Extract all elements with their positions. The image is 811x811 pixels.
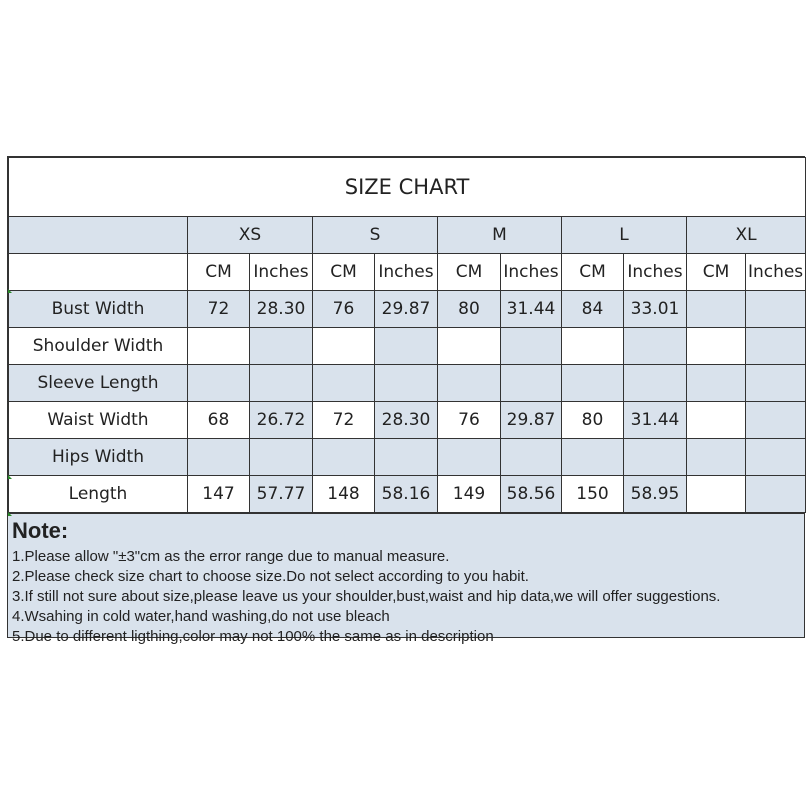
value-cell [438,365,501,402]
value-cell: 31.44 [624,402,687,439]
value-cell [250,439,313,476]
size-chart-table [8,157,806,513]
size-header-m: M [438,217,562,254]
value-cell: 147 [188,476,250,513]
value-cell: 58.95 [624,476,687,513]
cell-marker-icon [8,289,12,293]
value-cell: 76 [438,402,501,439]
cell-marker-icon [8,475,12,479]
value-cell [562,328,624,365]
value-cell [188,365,250,402]
value-cell: 26.72 [250,402,313,439]
value-cell [313,439,375,476]
value-cell: 72 [188,291,250,328]
row-label: Hips Width [9,439,188,476]
notes-heading: Note: [12,518,69,543]
value-cell [687,476,746,513]
value-cell [501,439,562,476]
value-cell [624,328,687,365]
table-row [9,365,806,402]
corner-cell [9,254,188,291]
unit-header-inches: Inches [375,254,438,291]
note-line: 1.Please allow "±3"cm as the error range due to manual measure. [12,548,450,565]
value-cell [188,328,250,365]
size-header-s: S [313,217,438,254]
unit-header-cm: CM [562,254,624,291]
value-cell: 33.01 [624,291,687,328]
size-header-xs: XS [188,217,313,254]
value-cell [746,476,806,513]
value-cell [438,328,501,365]
cell-marker-icon [8,512,12,516]
note-line: 2.Please check size chart to choose size.Do not select according to you habit. [12,568,529,585]
note-line: 3.If still not sure about size,please leave us your shoulder,bust,waist and hip data,we will offer suggestions. [12,588,721,605]
value-cell [624,439,687,476]
row-label: Bust Width [9,291,188,328]
value-cell [501,328,562,365]
value-cell [562,365,624,402]
value-cell [746,328,806,365]
table-row [9,328,806,365]
value-cell: 80 [562,402,624,439]
value-cell [687,365,746,402]
value-cell: 76 [313,291,375,328]
value-cell [188,439,250,476]
value-cell [313,328,375,365]
unit-header-inches: Inches [501,254,562,291]
row-label: Length [9,476,188,513]
table-row [9,476,806,513]
value-cell: 31.44 [501,291,562,328]
value-cell [250,328,313,365]
unit-header-cm: CM [687,254,746,291]
value-cell: 149 [438,476,501,513]
value-cell [375,365,438,402]
value-cell [501,365,562,402]
unit-header-inches: Inches [250,254,313,291]
table-row [9,402,806,439]
unit-header-inches: Inches [746,254,806,291]
value-cell [746,365,806,402]
size-header-l: L [562,217,687,254]
note-line: 4.Wsahing in cold water,hand washing,do not use bleach [12,608,390,625]
value-cell: 28.30 [250,291,313,328]
row-label: Waist Width [9,402,188,439]
value-cell: 148 [313,476,375,513]
note-line: 5.Due to different ligthing,color may not 100% the same as in description [12,628,494,645]
value-cell [375,439,438,476]
chart-title: SIZE CHART [9,158,806,217]
value-cell: 29.87 [501,402,562,439]
value-cell: 58.16 [375,476,438,513]
value-cell: 84 [562,291,624,328]
unit-header-inches: Inches [624,254,687,291]
value-cell [746,291,806,328]
size-chart-frame [7,156,805,645]
value-cell [375,328,438,365]
corner-cell [9,217,188,254]
value-cell: 68 [188,402,250,439]
table-row [9,291,806,328]
value-cell: 72 [313,402,375,439]
value-cell [624,365,687,402]
value-cell [313,365,375,402]
value-cell [687,328,746,365]
value-cell [687,402,746,439]
row-label: Shoulder Width [9,328,188,365]
notes-section [8,513,804,645]
value-cell: 28.30 [375,402,438,439]
value-cell: 58.56 [501,476,562,513]
value-cell [687,291,746,328]
value-cell: 57.77 [250,476,313,513]
unit-header-cm: CM [313,254,375,291]
value-cell: 80 [438,291,501,328]
value-cell [746,439,806,476]
value-cell [687,439,746,476]
table-row [9,439,806,476]
value-cell: 29.87 [375,291,438,328]
size-header-xl: XL [687,217,806,254]
value-cell: 150 [562,476,624,513]
value-cell [250,365,313,402]
unit-header-cm: CM [438,254,501,291]
row-label: Sleeve Length [9,365,188,402]
value-cell [746,402,806,439]
value-cell [562,439,624,476]
unit-header-cm: CM [188,254,250,291]
value-cell [438,439,501,476]
notes-list [12,547,800,647]
